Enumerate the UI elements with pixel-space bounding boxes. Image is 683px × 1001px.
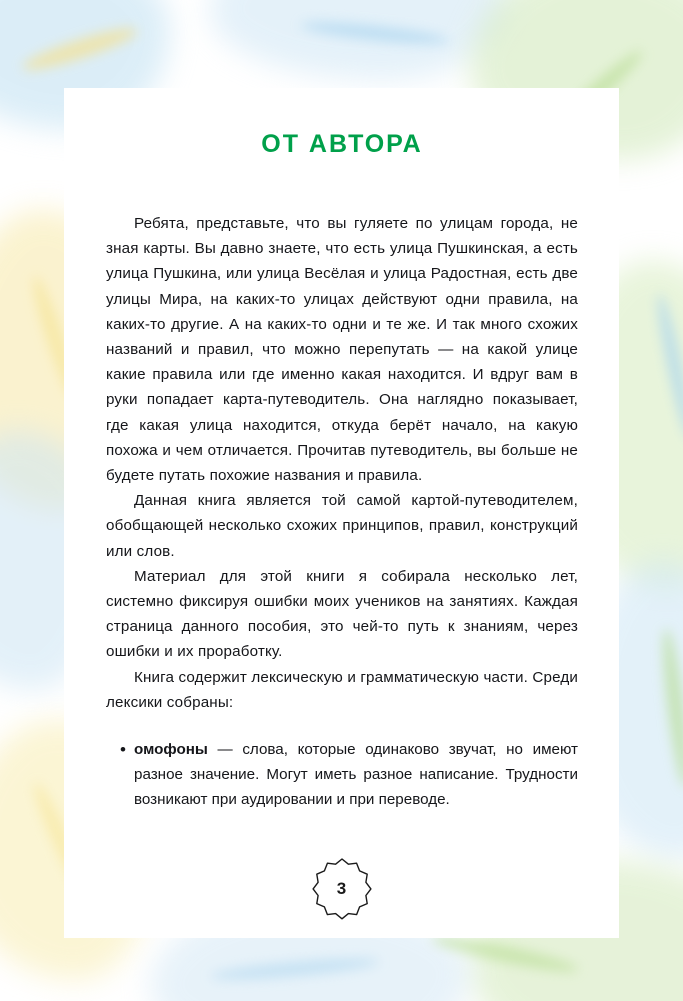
paragraph-3: Материал для этой книги я собирала несколько лет, системно фиксируя ошибки моих учеников на занятиях. Каждая страница данного пособия, это чей-то путь к знаниям, через ошибки и их проработку. bbox=[106, 567, 578, 661]
bullet-marker-icon: • bbox=[120, 740, 126, 760]
body-text bbox=[106, 211, 578, 715]
paragraph-1: Ребята, представьте, что вы гуляете по улицам города, не зная карты. Вы давно знаете, что есть улица Пушкинская, а есть улица Пушкина, или улица Весёлая и улица Радостная, есть две улицы Мира, на каких-то улицах действуют одни правила, на каких-то другие. А на каких-то одни и те же. И так много схожих названий и правил, что можно перепутать — на какой улице какие правила или где именно какая находится. И вдруг вам в руки попадает карта-путеводитель. Она наглядно показывает, где какая улица находится, откуда берёт начало, на какую похожа и чем отличается. Прочитав путеводитель, вы больше не будете путать похожие названия и правила. bbox=[106, 215, 578, 485]
bullet-definition: — слова, которые одинаково звучат, но имеют разное значение. Могут иметь разное написание. Трудности возникают при аудировании и при переводе. bbox=[134, 741, 578, 809]
bullet-list-item bbox=[106, 737, 578, 813]
paragraph-2: Данная книга является той самой картой-путеводителем, обобщающей несколько схожих принципов, правил, конструкций или слов. bbox=[106, 492, 578, 560]
page-content-card bbox=[64, 88, 619, 938]
page-number: 3 bbox=[336, 879, 347, 898]
page-number-badge bbox=[311, 858, 373, 920]
text-column bbox=[106, 88, 578, 813]
page-title: ОТ АВТОРА bbox=[261, 130, 423, 158]
bg-blob-blue-top-center bbox=[210, 0, 510, 80]
paragraph-4: Книга содержит лексическую и грамматическую части. Среди лексики собраны: bbox=[106, 668, 578, 711]
bullet-term: омофоны bbox=[134, 741, 208, 759]
bullet-text bbox=[134, 737, 578, 813]
